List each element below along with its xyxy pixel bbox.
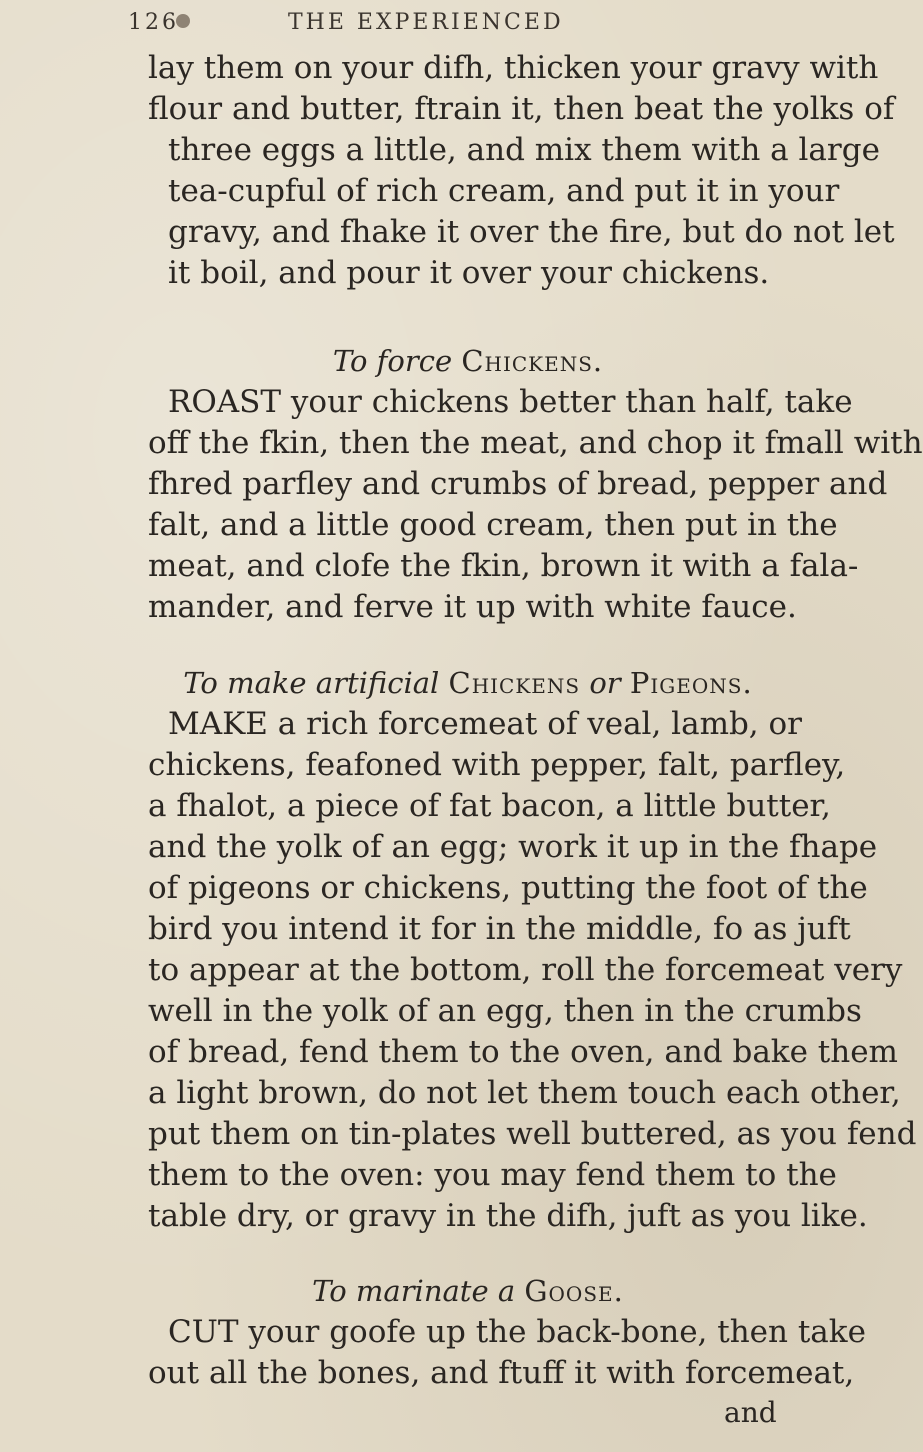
text-line: them to the oven: you may fend them to the (148, 1157, 837, 1193)
paragraph-gravy (148, 48, 895, 294)
recipe-force-chickens (148, 340, 923, 628)
recipe-heading (148, 662, 788, 704)
text-line: of bread, fend them to the oven, and bake them (148, 1034, 898, 1070)
heading-prefix: To make artificial (183, 666, 440, 700)
heading-end: Pigeons. (629, 666, 753, 700)
text-line: out all the bones, and ftuff it with forcemeat, (148, 1355, 855, 1391)
page-header (128, 10, 728, 35)
recipe-heading (148, 340, 788, 382)
text-line: table dry, or gravy in the difh, juft as you like. (148, 1198, 868, 1234)
text-line: off the fkin, then the meat, and chop it fmall with (148, 425, 923, 461)
text-line: falt, and a little good cream, then put in the (148, 507, 838, 543)
text-line: well in the yolk of an egg, then in the crumbs (148, 993, 862, 1029)
text-line: three eggs a little, and mix them with a large (168, 132, 880, 168)
recipe-artificial-chickens (148, 662, 917, 1237)
page-number: 126 (128, 10, 179, 35)
text-line: mander, and ferve it up with white fauce. (148, 589, 797, 625)
text-line: gravy, and fhake it over the fire, but do not let (168, 214, 895, 250)
text-line: lay them on your difh, thicken your gravy with (148, 50, 879, 86)
text-line: to appear at the bottom, roll the forcemeat very (148, 952, 903, 988)
text-line: CUT your goofe up the back-bone, then take (168, 1314, 866, 1350)
heading-prefix: To marinate a (312, 1274, 516, 1308)
recipe-marinate-goose (148, 1270, 866, 1394)
heading-main: Chickens (448, 666, 581, 700)
text-line: flour and butter, ftrain it, then beat the yolks of (148, 91, 895, 127)
text-line: it boil, and pour it over your chickens. (168, 255, 770, 291)
recipe-heading (148, 1270, 788, 1312)
text-line: put them on tin-plates well buttered, as you fend (148, 1116, 917, 1152)
text-line: tea-cupful of rich cream, and put it in your (168, 173, 840, 209)
text-line: ROAST your chickens better than half, take (168, 384, 853, 420)
heading-mid: or (589, 666, 621, 700)
heading-main: Goose. (524, 1274, 624, 1308)
text-line: and the yolk of an egg; work it up in the fhape (148, 829, 878, 865)
text-line: a light brown, do not let them touch each other, (148, 1075, 901, 1111)
text-line: fhred parfley and crumbs of bread, pepper and (148, 466, 888, 502)
text-line: meat, and clofe the fkin, brown it with a fala- (148, 548, 859, 584)
heading-main: Chickens. (461, 344, 604, 378)
text-line: a fhalot, a piece of fat bacon, a little butter, (148, 788, 831, 824)
running-title: THE EXPERIENCED (288, 10, 564, 35)
text-line: bird you intend it for in the middle, fo as juft (148, 911, 851, 947)
text-line: of pigeons or chickens, putting the foot of the (148, 870, 868, 906)
text-line: chickens, feafoned with pepper, falt, parfley, (148, 747, 846, 783)
catchword: and (724, 1396, 777, 1429)
text-line: MAKE a rich forcemeat of veal, lamb, or (168, 706, 803, 742)
heading-prefix: To force (332, 344, 453, 378)
